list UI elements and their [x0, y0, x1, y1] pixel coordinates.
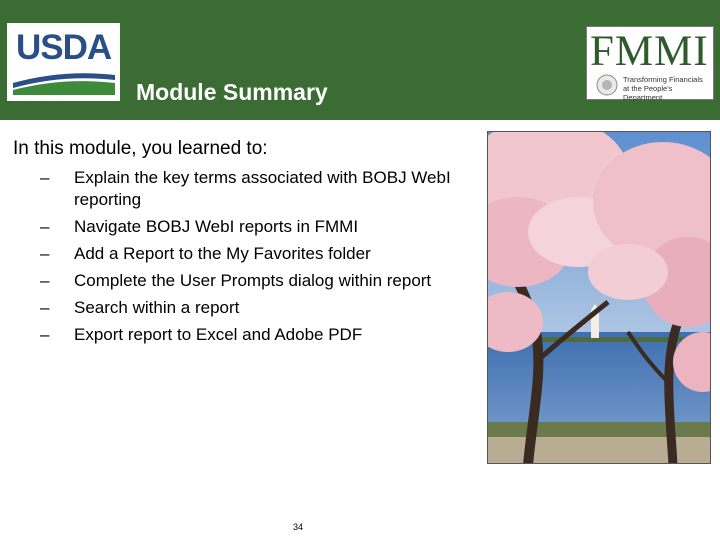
cherry-blossom-photo	[487, 131, 711, 464]
bullet-dash: –	[40, 298, 50, 317]
list-item: – Navigate BOBJ WebI reports in FMMI	[40, 217, 359, 236]
usda-logo-text: USDA	[16, 28, 112, 67]
list-item: – Add a Report to the My Favorites folder	[40, 244, 371, 263]
usda-logo	[7, 23, 120, 101]
summary-list	[40, 167, 460, 351]
bullet-dash: –	[40, 168, 50, 187]
fmmi-logo	[586, 26, 714, 100]
fmmi-tagline: Transforming Financials at the People's Department	[623, 75, 703, 102]
fmmi-seal-icon	[595, 73, 619, 97]
page-title: Module Summary	[136, 79, 328, 105]
bullet-dash: –	[40, 271, 50, 290]
list-item: – Search within a report	[40, 298, 240, 317]
list-item: – Explain the key terms associated with BOBJ WebI reporting	[40, 168, 451, 209]
usda-swoosh-icon	[13, 69, 115, 95]
bullet-dash: –	[40, 217, 50, 236]
intro-text: In this module, you learned to:	[13, 138, 268, 159]
page-number: 34	[293, 522, 304, 532]
list-item: – Export report to Excel and Adobe PDF	[40, 325, 363, 344]
bullet-dash: –	[40, 325, 50, 344]
bullet-dash: –	[40, 244, 50, 263]
header-banner	[0, 0, 720, 120]
cherry-blossom-image	[488, 132, 711, 464]
fmmi-logo-text: FMMI	[590, 28, 709, 75]
list-item: – Complete the User Prompts dialog within report	[40, 271, 432, 290]
